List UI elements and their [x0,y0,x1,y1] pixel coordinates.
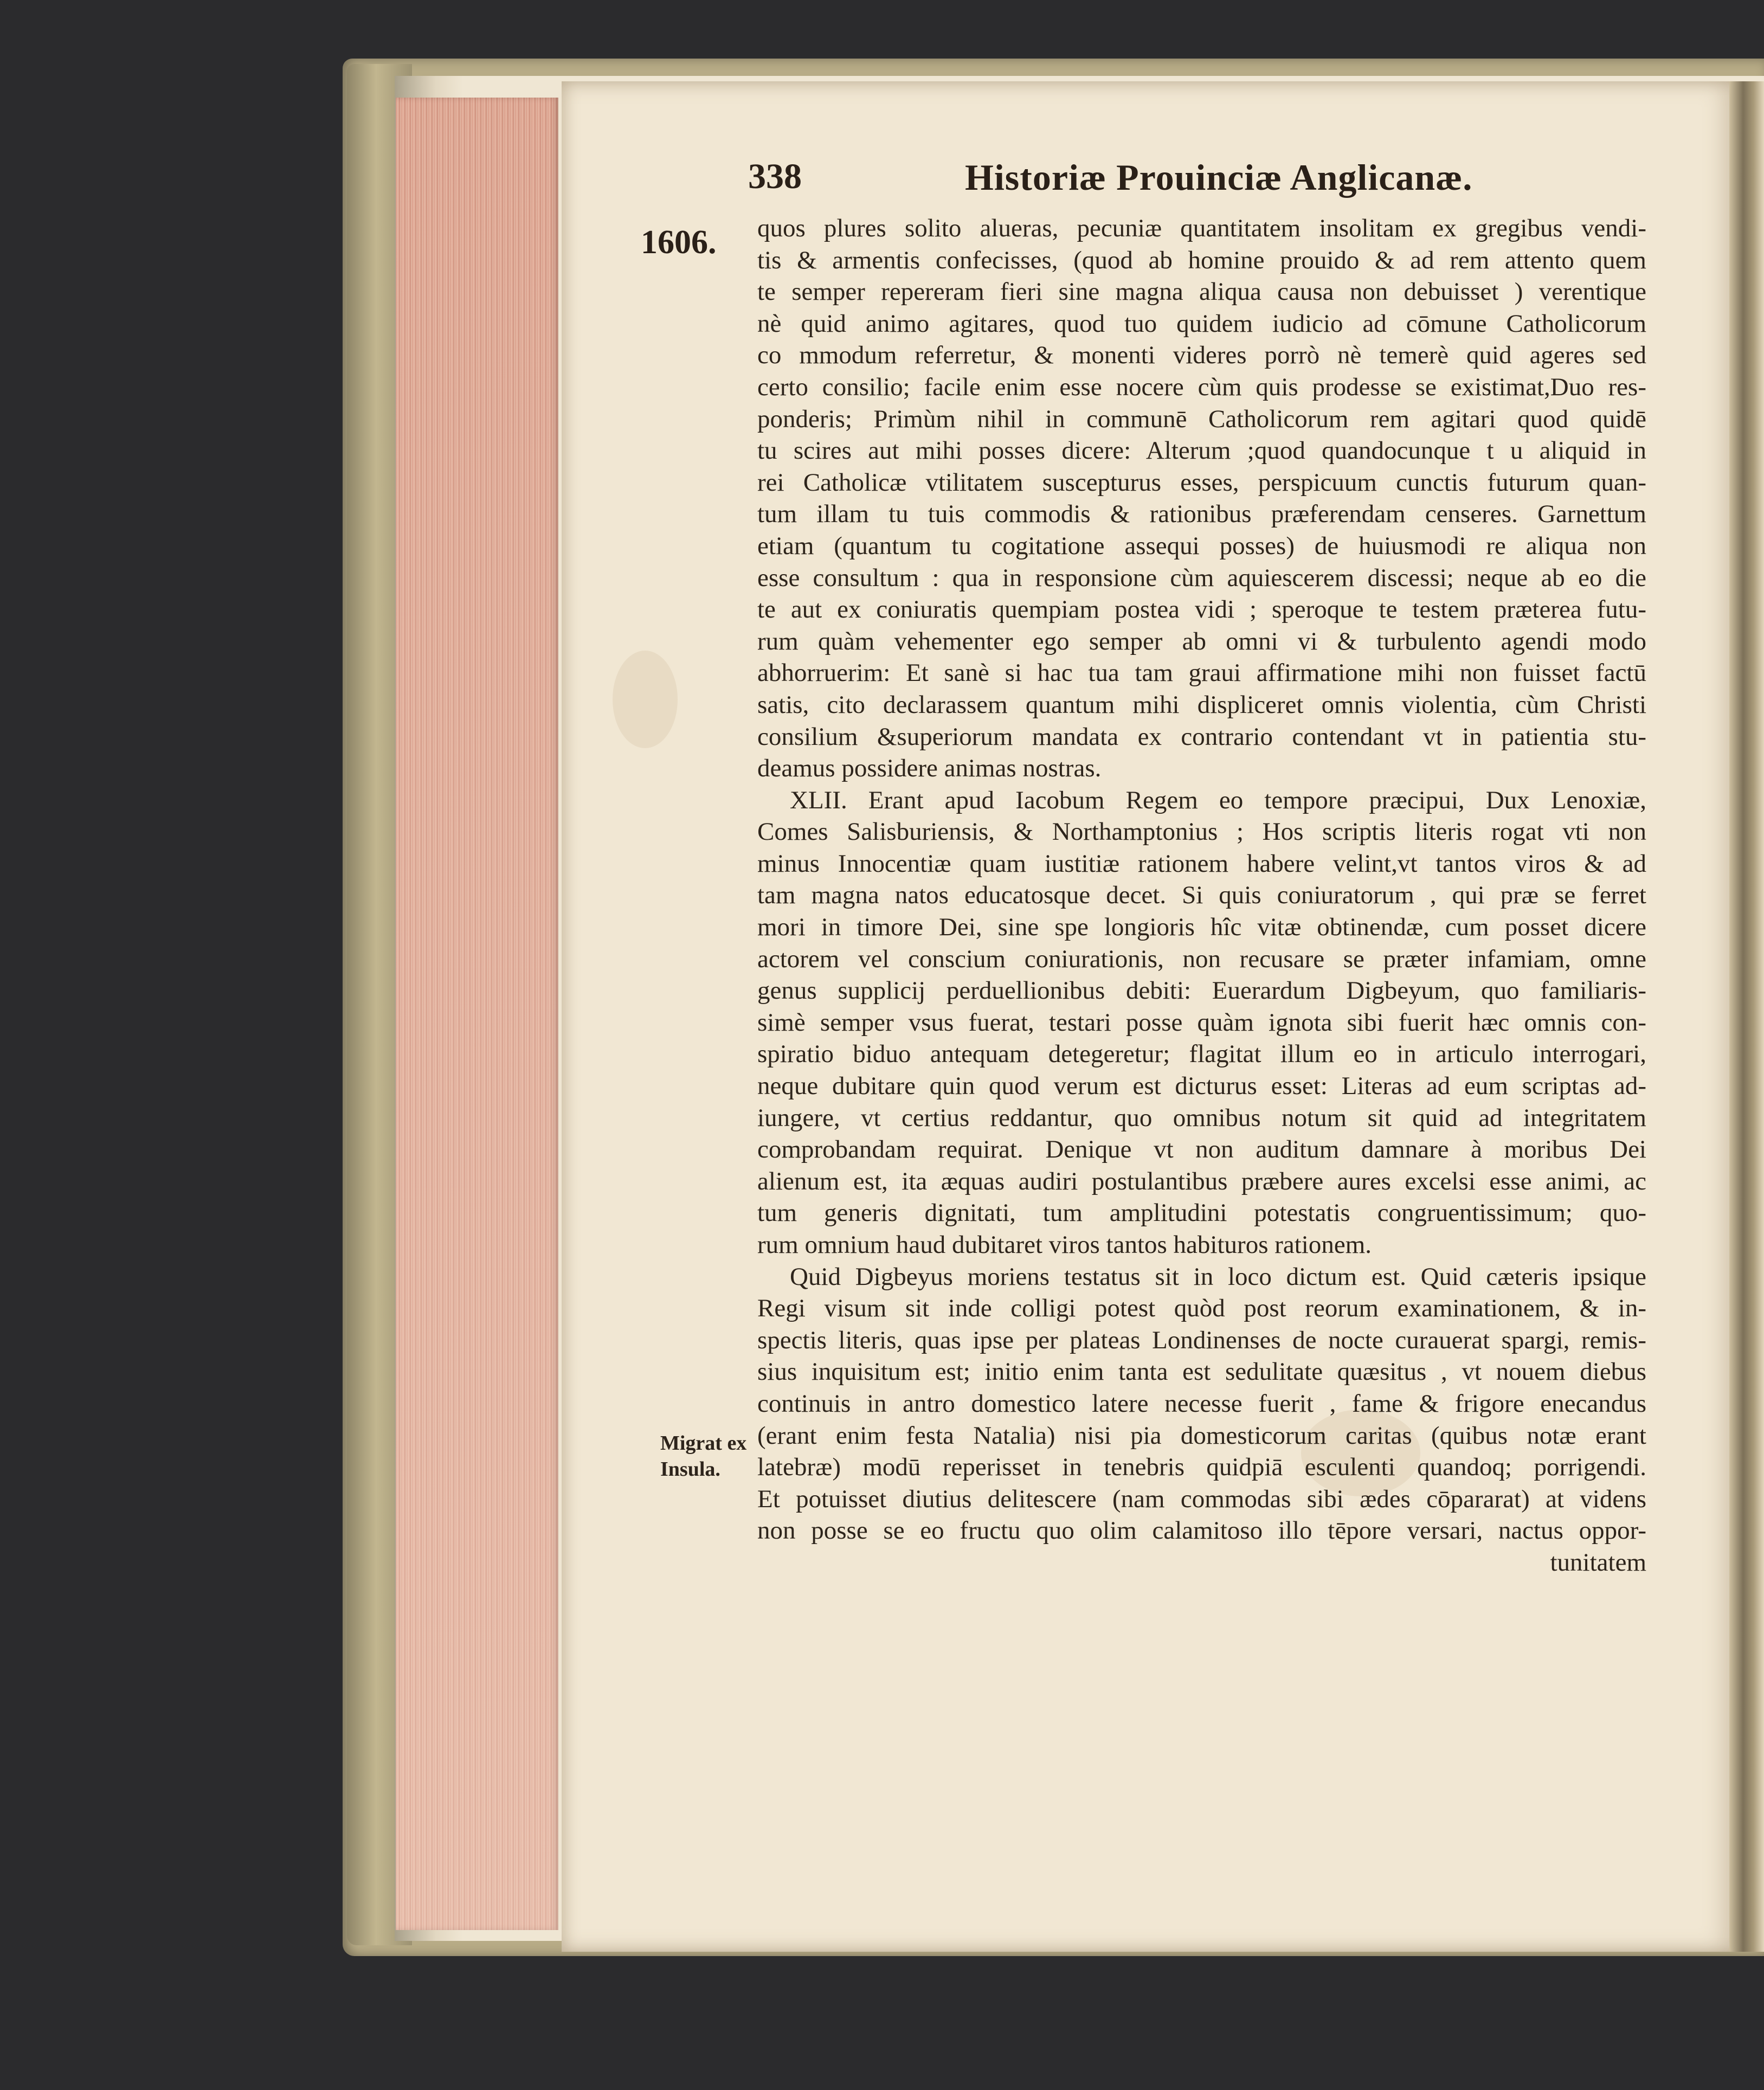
text-line: alienum est, ita æquas audiri postulantibus præbere aures excelsi esse animi, ac [757,1167,1646,1195]
text-line: certo consilio; facile enim esse nocere cùm quis prodesse se existimat,Duo res- [757,372,1646,401]
text-line: nè quid animo agitares, quod tuo quidem iudicio ad cōmune Catholicorum [757,309,1646,338]
page-number: 338 [748,157,802,196]
text-line: latebræ) modū reperisset in tenebris quidpiā esculenti quandoq; porrigendi. [757,1453,1646,1482]
text-line: tum illam tu tuis commodis & rationibus præferendam censeres. Garnettum [757,500,1646,529]
margin-note-line: Insula. [660,1458,720,1481]
text-line: consilium &superiorum mandata ex contrario contendant vt in patientia stu- [757,722,1646,751]
text-line: co mmodum referretur, & monenti videres porrò nè temerè quid ageres sed [757,341,1646,370]
text-line: rei Catholicæ vtilitatem suscepturus esses, perspicuum cunctis futurum quan- [757,468,1646,497]
text-line: abhorruerim: Et sanè si hac tua tam graui affirmatione mihi non fuisset factū [757,659,1646,687]
text-line: spectis literis, quas ipse per plateas Londinenses de nocte curauerat spargi, remis- [757,1326,1646,1354]
text-line: tum generis dignitati, tum amplitudini potestatis congruentissimum; quo- [757,1199,1646,1227]
section-start-line: XLII. Erant apud Iacobum Regem eo tempore præcipui, Dux Lenoxiæ, [790,786,1646,814]
paragraph-start-line: Quid Digbeyus moriens testatus sit in loco dictum est. Quid cæteris ipsique [790,1262,1646,1291]
text-line: tam magna natos educatosque decet. Si quis coniuratorum , qui præ se ferret [757,881,1646,910]
text-line: tis & armentis confecisses, (quod ab homine prouido & ad rem attento quem [757,246,1646,274]
text-line: mori in timore Dei, sine spe longioris hîc vitæ obtinendæ, cum posset dicere [757,913,1646,942]
year-marker: 1606. [641,224,717,261]
text-line: rum omnium haud dubitaret viros tantos habituros rationem. [757,1231,1372,1259]
text-line: Comes Salisburiensis, & Northamptonius ; Hos scriptis literis rogat vti non [757,818,1646,846]
body-text [757,213,1646,1579]
text-line: spiratio biduo antequam detegeretur; flagitat illum eo in articulo interrogari, [757,1040,1646,1069]
text-line: comprobandam requirat. Denique vt non auditum damnare à moribus Dei [757,1135,1646,1164]
text-line: non posse se eo fructu quo olim calamitoso illo tēpore versari, nactus oppor- [757,1516,1646,1545]
catchword: tunitatem [1550,1548,1646,1577]
page-header [748,156,1670,205]
text-line: ponderis; Primùm nihil in communē Catholicorum rem agitari quod quidē [757,404,1646,433]
text-line: Regi visum sit inde colligi potest quòd post reorum examinationem, & in- [757,1294,1646,1323]
text-line: etiam (quantum tu cogitatione assequi posses) de huiusmodi re aliqua non [757,531,1646,560]
text-line: rum quàm vehementer ego semper ab omni vi & turbulento agendi modo [757,627,1646,655]
text-line: quos plures solito alueras, pecuniæ quantitatem insolitam ex gregibus vendi- [757,214,1646,242]
text-line: deamus possidere animas nostras. [757,754,1102,783]
paper-stain [613,651,678,748]
text-line: continuis in antro domestico latere necesse fuerit , fame & frigore enecandus [757,1389,1646,1418]
text-line: genus supplicij perduellionibus debiti: Euerardum Digbeyum, quo familiaris- [757,976,1646,1005]
text-line: esse consultum : qua in responsione cùm aquiescerem discessi; neque ab eo die [757,563,1646,592]
running-title: Historiæ Prouinciæ Anglicanæ. [965,157,1473,198]
margin-note-line: Migrat ex [660,1432,747,1455]
text-line: actorem vel conscium coniurationis, non recusare se præter infamiam, omne [757,944,1646,973]
text-line: sius inquisitum est; initio enim tanta est sedulitate quæsitus , vt nouem diebus [757,1358,1646,1386]
text-line: simè semper vsus fuerat, testari posse quàm ignota sibi fuerit hæc omnis con- [757,1008,1646,1037]
book-gutter [1729,81,1764,1952]
text-line: Et potuisset diutius delitescere (nam commodas sibi ædes cōpararat) at videns [757,1484,1646,1513]
text-line: te semper repereram fieri sine magna aliqua causa non debuisset ) verentique [757,278,1646,306]
text-line: satis, cito declarassem quantum mihi displiceret omnis violentia, cùm Christi [757,690,1646,719]
page-edges-shade [396,98,558,1930]
text-line: iungere, vt certius reddantur, quo omnibus notum sit quid ad integritatem [757,1103,1646,1132]
text-line: (erant enim festa Natalia) nisi pia domesticorum caritas (quibus notæ erant [757,1421,1646,1450]
text-line: minus Innocentiæ quam iustitiæ rationem habere velint,vt tantos viros & ad [757,849,1646,878]
margin-note [660,1430,752,1482]
text-line: te aut ex coniuratis quempiam postea vidi ; speroque te testem præterea futu- [757,595,1646,624]
text-line: tu scires aut mihi posses dicere: Alterum ;quod quandocunque t u aliquid in [757,436,1646,465]
text-line: neque dubitare quin quod verum est dicturus esset: Literas ad eum scriptas ad- [757,1072,1646,1101]
